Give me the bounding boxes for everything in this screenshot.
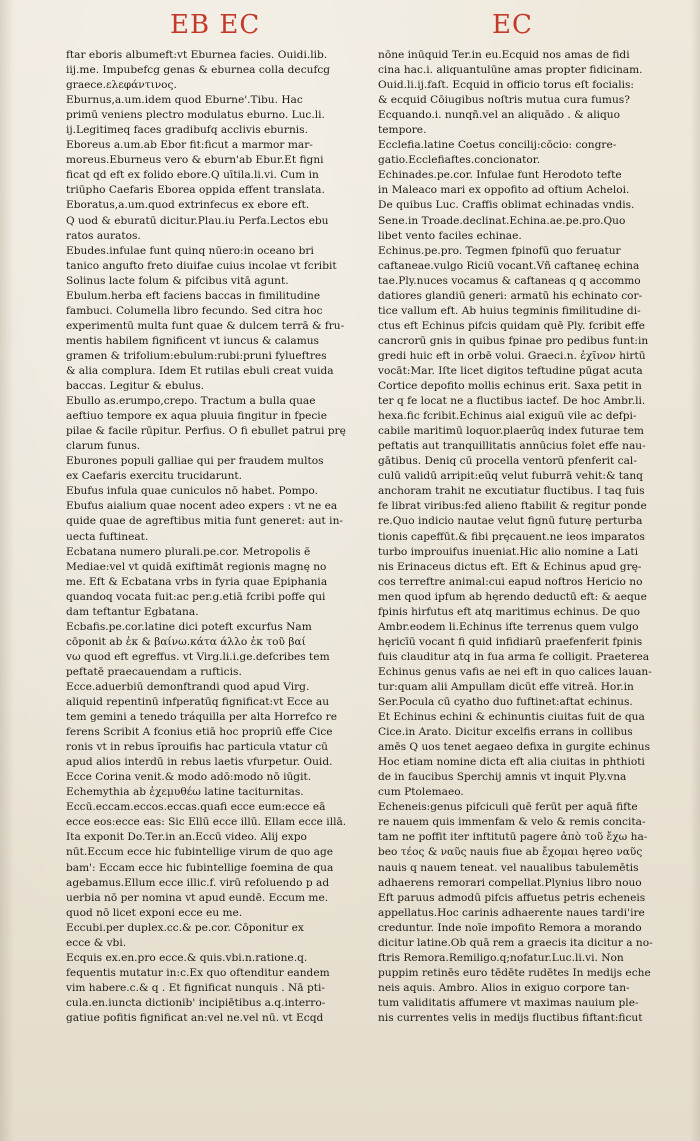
text-line: Et Echinus echini & echinuntis ciuitas fuit de qua: [378, 711, 645, 724]
text-line: Eft paruus admodū pifcis affuetus petris echeneis: [378, 891, 646, 904]
text-line: ij.Legitimeq faces gradibufq acclivis eburnis.: [66, 124, 308, 137]
text-line: neis aquis. Ambro. Alios in exiguo corpore tan-: [378, 981, 630, 994]
text-line: quandoq vocata fuit:ac per.g.etiā fcribi poffe qui: [66, 590, 326, 603]
text-line: turbo improuifus inueniat.Hic alio nomine a Lati: [378, 545, 639, 558]
text-line: Ecce.aduerbiū demonftrandi quod apud Virg.: [66, 680, 310, 693]
text-line: Ita exponit Do.Ter.in an.Eccū video. Alij expo: [66, 831, 307, 844]
text-line: apud alios interdū in rebus laetis vfurpetur. Ouid.: [66, 756, 333, 769]
text-line: Echinades.pe.cor. Infulae funt Herodoto tefte: [378, 169, 622, 182]
text-line: tempore.: [378, 124, 427, 137]
text-line: dicitur latine.Ob quā rem a graecis ita dicitur a no-: [378, 936, 653, 949]
text-line: quod nō licet exponi ecce eu me.: [66, 906, 243, 919]
text-line: beo τέος & ναῦς nauis fiue ab ἔχομαι hęreo ναῦς: [378, 846, 643, 859]
text-line: Echemythia ab ἐχεμυθέω latine taciturnitas.: [66, 786, 304, 799]
text-line: iij.me. Impubefcg genas & eburnea colla decufcg: [66, 64, 331, 77]
text-line: cabile maritimū loquor.plaerūq index futurae tem: [378, 425, 644, 438]
text-line: fequentis mutatur in:c.Ex quo oftenditur eandem: [66, 966, 330, 979]
text-line: nauis q nauem teneat. vel naualibus tabulemētis: [378, 861, 639, 874]
text-line: puppim retinēs euro tēdēte rudētes In medijs eche: [378, 966, 651, 979]
text-line: & ecquid Cōiugibus noſtris mutua cura fumus?: [378, 94, 630, 107]
text-line: re nauem quis immenfam & velo & remis concita-: [378, 816, 646, 829]
text-line: Ebufus aialium quae nocent adeo expers : vt ne ea: [66, 500, 338, 513]
text-line: de in faucibus Sperchij amnis vt inquit Ply.vna: [378, 771, 627, 784]
text-line: cum Ptolemaeo.: [378, 786, 464, 799]
text-line: vω quod eft egreffus. vt Virg.li.i.ge.defcribes tem: [66, 650, 330, 663]
text-line: tanico angufto freto diuifae cuius incolae vt fcribit: [66, 259, 337, 272]
text-line: tae.Ply.nuces vocamus & caftaneas q q accommo: [378, 274, 641, 287]
text-line: pilae & facile rūpitur. Perfius. O fi ebullet patrui prę: [66, 425, 346, 438]
text-line: Eboratus,a.um.quod extrinfecus ex ebore eft.: [66, 199, 310, 212]
text-line: ecce eos:ecce eas: Sic Ellū ecce illū. Ellam ecce illā.: [66, 816, 347, 829]
text-line: Sene.in Troade.declinat.Echina.ae.pe.pro.Quo: [378, 214, 626, 227]
text-line: amēs Q uos tenet aegaeo defixa in gurgite echinus: [378, 741, 651, 754]
text-line: Ecquis ex.en.pro ecce.& quis.vbi.n.ratione.q.: [66, 951, 308, 964]
text-line: cōponit ab ἐκ & βαίνω.κάτα άλλο ἐκ τοῦ βαί: [66, 635, 306, 648]
text-line: nōne inūquid Ter.in eu.Ecquid nos amas de fidi: [378, 49, 630, 61]
text-line: ex Caefaris exercitu trucidarunt.: [66, 470, 243, 483]
text-line: Hoc etiam nomine dicta eft alia ciuitas in phthioti: [378, 756, 645, 769]
text-line: baccas. Legitur & ebulus.: [66, 380, 205, 393]
text-line: ratos auratos.: [66, 229, 141, 242]
text-line: tum validitatis affumere vt maximas nauium ple-: [378, 996, 639, 1009]
text-line: aliquid repentinū infperatūq fignificat:vt Ecce au: [66, 696, 330, 709]
text-line: Ecclefia.latine Coetus concilij:cōcio: congre-: [378, 139, 617, 152]
text-line: Cice.in Arato. Dicitur excelfis errans in collibus: [378, 726, 633, 739]
text-line: Ebulum.herba eft faciens baccas in fimilitudine: [66, 289, 321, 302]
left-text-column: [66, 48, 358, 1026]
text-line: ecce & vbi.: [66, 936, 127, 949]
text-line: quide quae de agreftibus mitia funt generet: aut in-: [66, 515, 343, 528]
text-line: Echinus.pe.pro. Tegmen fpinofū quo feruatur: [378, 244, 621, 257]
text-line: caftaneae.vulgo Riciū vocant.Vñ caftaneę echina: [378, 259, 640, 272]
text-line: vim habere.c.& q . Et fignificat nunquis . Nā pti-: [66, 981, 325, 994]
text-line: adhaerens remorari compellat.Plynius libro nouo: [378, 876, 642, 889]
text-line: Ebudes.infulae funt quinq nūero:in oceano bri: [66, 244, 314, 257]
text-line: culū validū arripit:eūq velut fuburrā vehit:& tanq: [378, 470, 643, 483]
text-line: hęricīū vocant fi quid infidiarū praefenferit fpinis: [378, 635, 643, 648]
text-line: primū veniens plectro modulatus eburno. Luc.li.: [66, 109, 325, 122]
text-line: cos terreftre animal:cui eapud noftros Hericio no: [378, 575, 643, 588]
text-line: mentis habilem fignificent vt iuncus & calamus: [66, 334, 319, 347]
text-line: re.Quo indicio nautae velut fignū futurę perturba: [378, 515, 643, 528]
running-head-left: EB EC: [170, 10, 261, 40]
text-line: Solinus lacte folum & pifcibus vitā agunt.: [66, 274, 289, 287]
text-line: De quibus Luc. Craffis oblimat echinadas vndis.: [378, 199, 635, 212]
text-line: fpinis hirfutus eft atq maritimus echinus. De quo: [378, 605, 641, 618]
text-line: dam teftantur Egbatana.: [66, 605, 199, 618]
text-line: ronis vt in rebus ĭprouifis hac particula vtatur cū: [66, 741, 328, 754]
text-line: triūpho Caefaris Eborea oppida effent translata.: [66, 184, 325, 197]
text-line: cula.en.iuncta dictionib' incipiētibus a.q.interro-: [66, 996, 326, 1009]
text-line: experimentū multa funt quae & dulcem terrā & fru-: [66, 319, 345, 332]
text-line: fuis clauditur atq in fua arma fe colligit. Praeterea: [378, 650, 650, 663]
text-line: uecta fuftineat.: [66, 530, 149, 543]
text-line: graece.ελεφάντινος.: [66, 79, 177, 92]
text-line: tam ne poffit iter inftitutū pagere ἀπὸ τοῦ ἔχω ha-: [378, 831, 648, 844]
text-line: ter q fe locat ne a fluctibus iactef. De hoc Ambr.li.: [378, 395, 646, 408]
text-line: datiores glandiū generi: armatū his echinato cor-: [378, 289, 643, 302]
text-line: uerbia nō per nomina vt apud eundē. Eccum me.: [66, 891, 329, 904]
text-line: Ecbatana numero plurali.pe.cor. Metropolis ē: [66, 545, 311, 558]
text-line: nis Erinaceus dictus eft. Eft & Echinus apud grę-: [378, 560, 642, 573]
text-line: ctus eft Echinus pifcis quidam quē Ply. fcribit effe: [378, 319, 645, 332]
text-line: cancrorū gnis in quibus fpinae pro pedibus funt:in: [378, 334, 649, 347]
text-line: nis currentes velis in medijs fluctibus fiftant:ficut: [378, 1012, 643, 1024]
text-line: Ecquando.i. nunqñ.vel an aliquādo . & aliquo: [378, 109, 620, 122]
text-line: men quod ipfum ab hęrendo deductū eft: & aeque: [378, 590, 647, 603]
text-line: Echinus genus vafis ae nei eft in quo calices lauan-: [378, 665, 652, 678]
text-line: Eccubi.per duplex.cc.& pe.cor. Cōponitur ex: [66, 921, 304, 934]
text-line: agebamus.Ellum ecce illic.f. virū refoluendo p ad: [66, 876, 330, 889]
text-line: ftris Remora.Remiligo.q;nofatur.Luc.li.vi. Non: [378, 951, 624, 964]
running-head-right: EC: [492, 10, 533, 40]
text-line: Echeneis:genus pifciculi quē ferūt per aquā fifte: [378, 801, 638, 814]
text-line: clarum funus.: [66, 440, 141, 453]
text-line: libet vento faciles echinae.: [378, 229, 522, 242]
text-line: anchoram trahit ne excutiatur fluctibus. I taq fuis: [378, 485, 645, 498]
text-line: hexa.fic fcribit.Echinus aial exiguū vile ac defpi-: [378, 410, 637, 423]
page-fold-shadow: [0, 0, 14, 1141]
text-line: Q uod & eburatū dicitur.Plau.iu Perfa.Lectos ebu: [66, 214, 329, 227]
text-line: Ebufus infula quae cuniculos nō habet. Pompo.: [66, 485, 318, 498]
text-line: tur:quam alii Ampullam dicūt effe vitreā. Hor.in: [378, 680, 634, 693]
text-line: cina hac.i. aliquantulūne amas propter fidicinam.: [378, 64, 643, 77]
text-line: Ecce Corina venit.& modo adō:modo nō iūgit.: [66, 771, 312, 784]
text-line: vocāt:Mar. Iſte licet digitos teftudine pūgat acuta: [378, 364, 643, 377]
text-line: Ebullo as.erumpo,crepo. Tractum a bulla quae: [66, 395, 316, 408]
text-line: ftar eboris albumeft:vt Eburnea facies. Ouidi.lib.: [66, 49, 328, 61]
text-line: Ouid.li.ij.faſt. Ecquid in officio torus eſt focialis:: [378, 79, 634, 92]
text-line: gatiue pofitis fignificat an:vel ne.vel nū. vt Ecqd: [66, 1012, 324, 1024]
right-text-column: [378, 48, 670, 1026]
text-line: Eburnus,a.um.idem quod Eburne'.Tibu. Hac: [66, 94, 303, 107]
text-line: creduntur. Inde noīe impofito Remora a morando: [378, 921, 642, 934]
text-line: ficat qd eft ex folido ebore.Q uītila.li.vi. Cum in: [66, 169, 319, 182]
text-line: gātibus. Deniq cū procella ventorū pfenferit cal-: [378, 455, 637, 468]
text-line: Cortice depofito mollis echinus erit. Saxa petit in: [378, 380, 642, 393]
text-line: fambuci. Columella libro fecundo. Sed citra hoc: [66, 304, 323, 317]
text-line: in Maleaco mari ex oppofito ad oftium Acheloi.: [378, 184, 630, 197]
text-line: gredi huic eft in orbē volui. Graeci.n. ἐχῖνον hirtū: [378, 349, 646, 362]
text-line: peftatis aut tranquillitatis annūcius folet effe nau-: [378, 440, 646, 453]
text-line: tionis capeffūt.& fibi pręcauent.ne ieos imparatos: [378, 530, 645, 543]
text-line: & alia complura. Idem Et rutilas ebuli creat vuida: [66, 364, 334, 377]
text-line: Eccū.eccam.eccos.eccas.quafi ecce eum:ecce eā: [66, 801, 326, 814]
text-line: peftatē praecauendam a rufticis.: [66, 665, 242, 678]
text-line: Eboreus a.um.ab Ebor fit:ficut a marmor mar-: [66, 139, 313, 152]
text-line: Ser.Pocula cū cyatho duo fuftinet:aftat echinus.: [378, 696, 633, 709]
text-line: tice vallum eft. Ab huius tegminis fimilitudine di-: [378, 304, 641, 317]
page-edge-shadow: [690, 0, 700, 1141]
text-line: Ambr.eodem li.Echinus ifte terrenus quem vulgo: [378, 620, 639, 633]
text-line: tem gemini a tenedo tráquilla per alta Horrefco re: [66, 711, 337, 724]
text-line: ferens Scribit A fconius etiā hoc propriū effe Cice: [66, 726, 333, 739]
text-line: bam': Eccam ecce hic fubintellige foemina de qua: [66, 861, 334, 874]
text-line: appellatus.Hoc carinis adhaerente naues tardi'ire: [378, 906, 645, 919]
text-line: gatio.Ecclefiaftes.concionator.: [378, 154, 541, 167]
text-line: gramen & trifolium:ebulum:rubi:pruni fylueftres: [66, 349, 327, 362]
text-line: nūt.Eccum ecce hic fubintellige virum de quo age: [66, 846, 334, 859]
text-line: me. Eft & Ecbatana vrbs in fyria quae Epiphania: [66, 575, 328, 588]
text-line: moreus.Eburneus vero & eburn'ab Ebur.Et figni: [66, 154, 324, 167]
text-line: Mediae:vel vt quidā exiftimāt regionis magnę no: [66, 560, 327, 573]
text-line: fe librat viribus:fed alieno ftabilit & regitur ponde: [378, 500, 647, 513]
text-line: aeftiuo tempore ex aqua pluuia fingitur in fpecie: [66, 410, 327, 423]
text-line: Ecbafis.pe.cor.latine dici poteft excurfus Nam: [66, 620, 312, 633]
text-line: Eburones populi galliae qui per fraudem multos: [66, 455, 324, 468]
